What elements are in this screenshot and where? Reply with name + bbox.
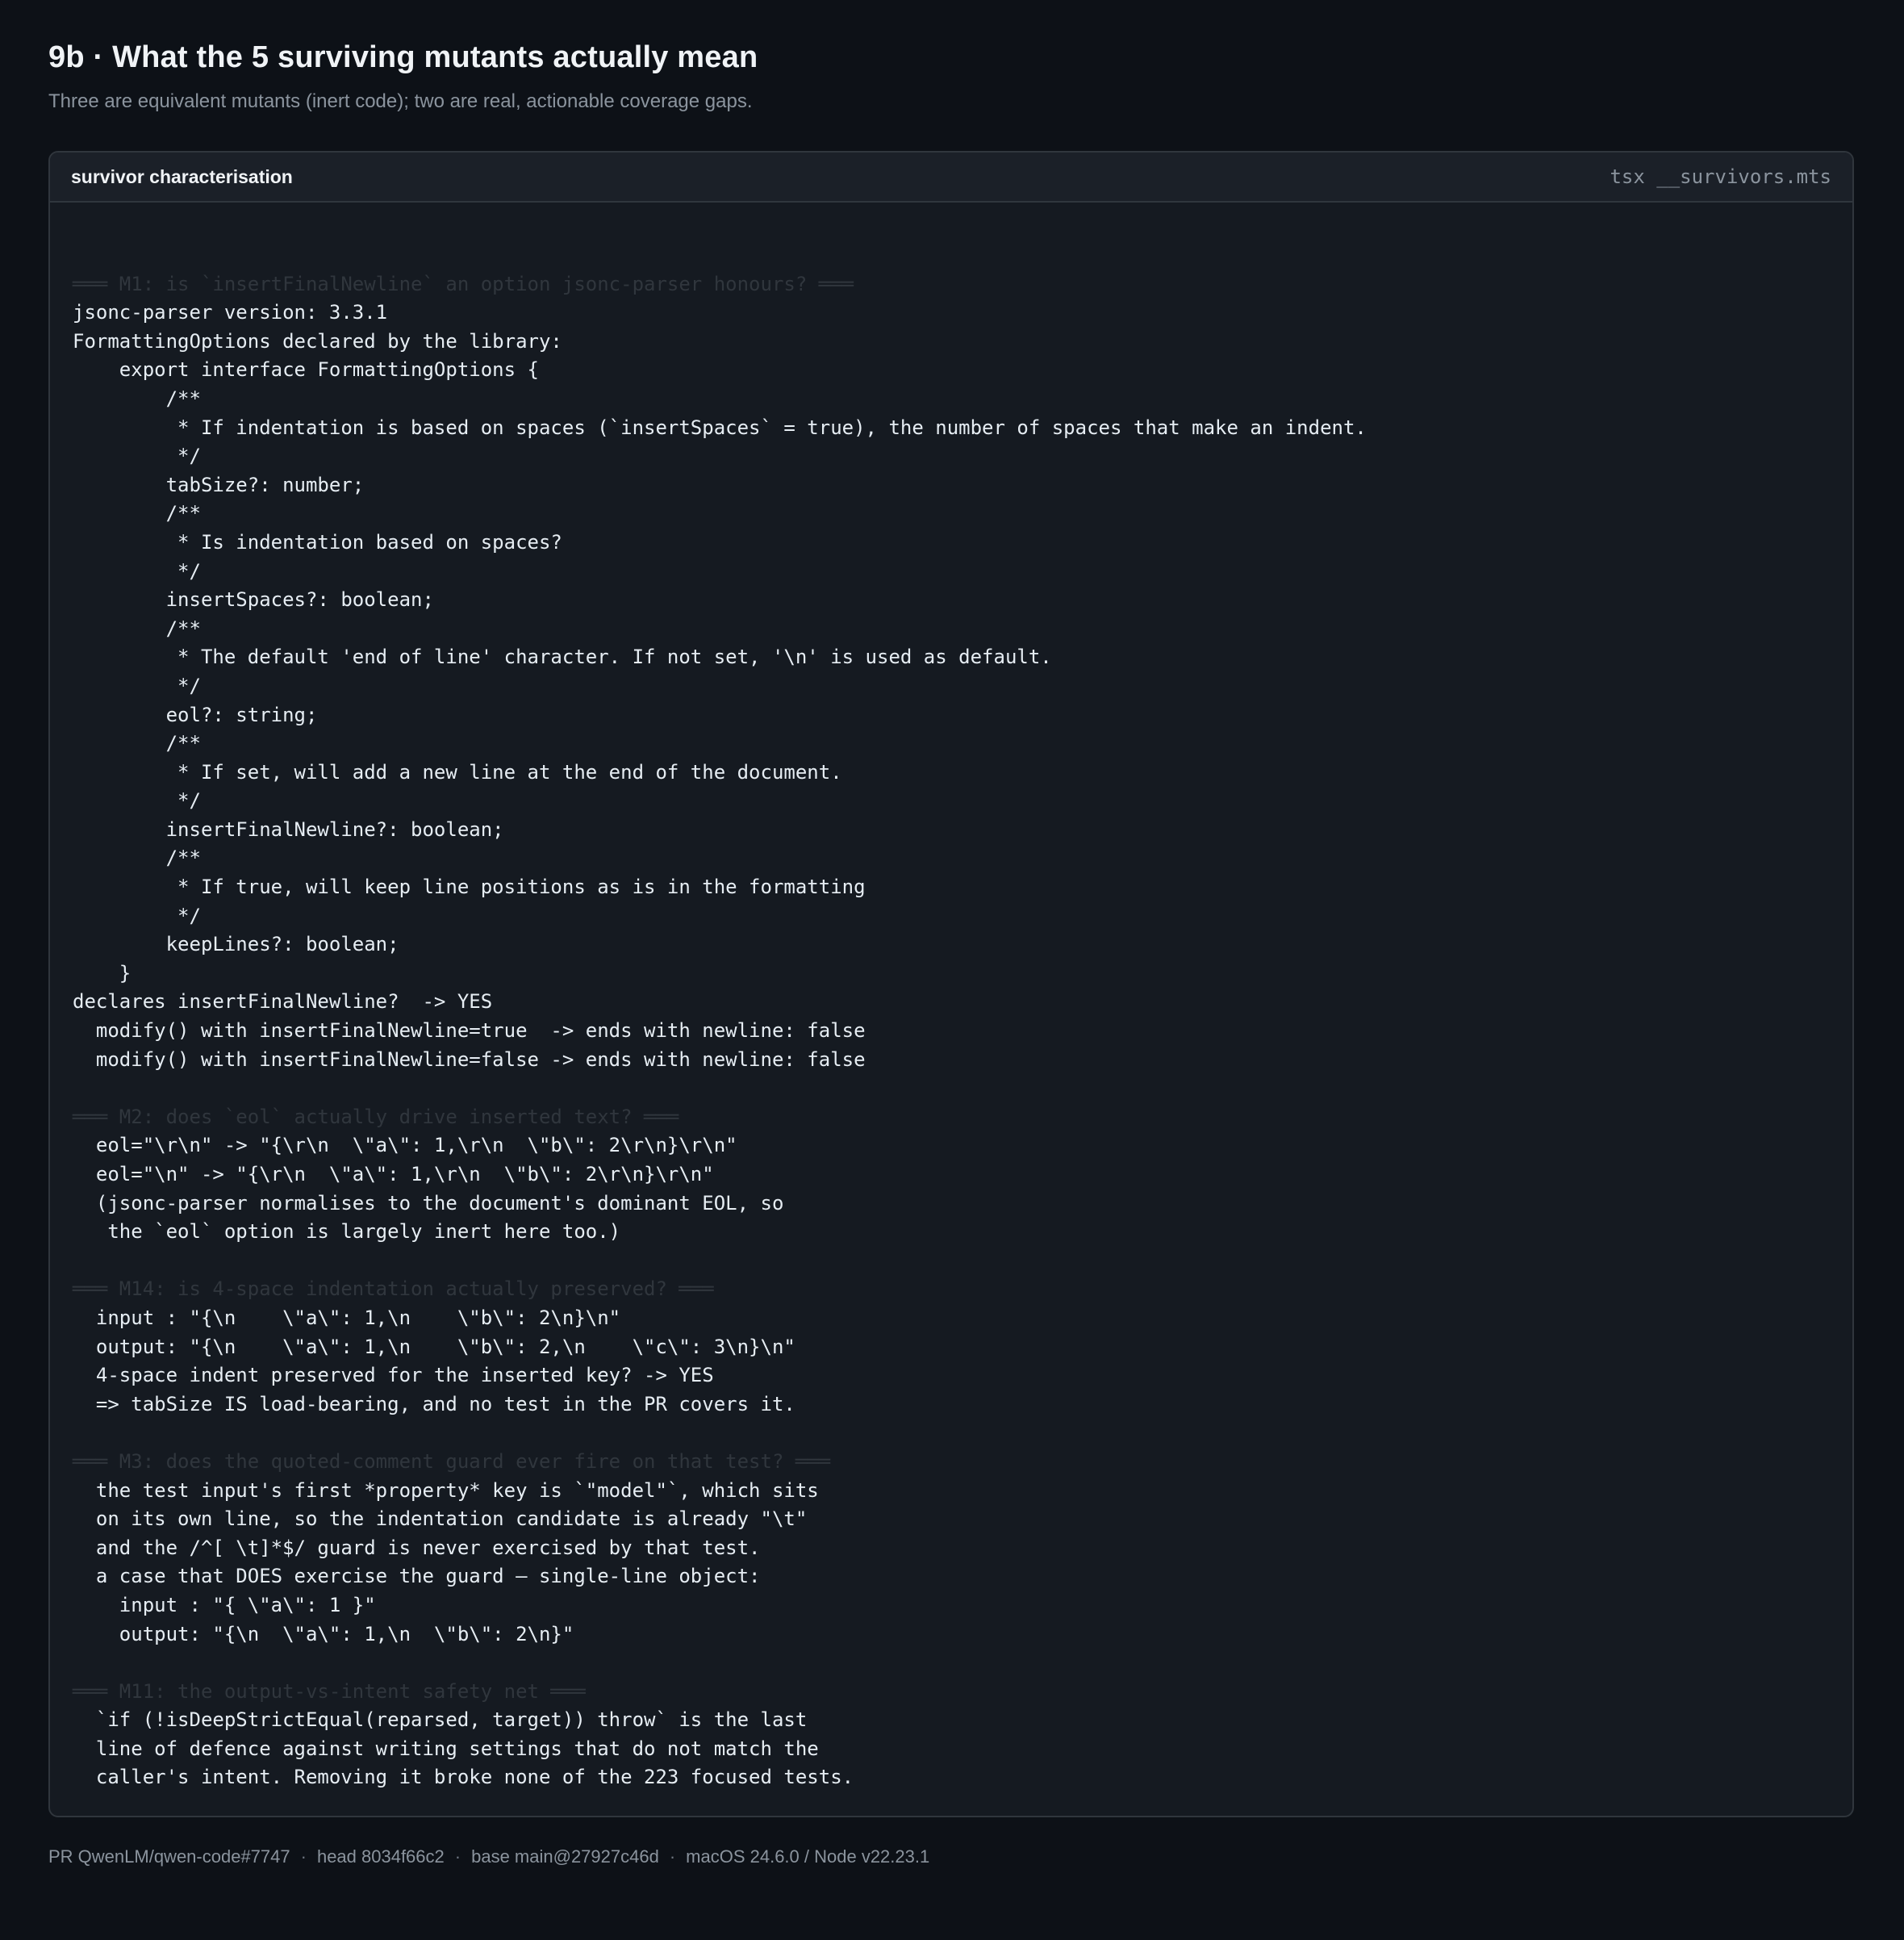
footer <box>48 1846 929 1867</box>
console-line: the `eol` option is largely inert here too.) <box>73 1220 621 1244</box>
footer-separator: · <box>300 1846 307 1867</box>
console-line: input : "{\n \"a\": 1,\n \"b\": 2\n}\n" <box>73 1306 621 1329</box>
console-line: on its own line, so the indentation candidate is already "\t" <box>73 1507 808 1531</box>
console-blank-line <box>73 241 1830 270</box>
console-line: jsonc-parser version: 3.3.1 <box>73 301 388 324</box>
console-line: input : "{ \"a\": 1 }" <box>73 1593 376 1616</box>
footer-item: PR QwenLM/qwen-code#7747 <box>48 1846 290 1867</box>
console-line: * Is indentation based on spaces? <box>73 530 562 554</box>
console-line: and the /^[ \t]*$/ guard is never exercised by that test. <box>73 1536 761 1559</box>
console-blank-line <box>73 1247 1830 1276</box>
console-line: * If indentation is based on spaces (`insertSpaces` = true), the number of spaces that make an indent. <box>73 416 1367 439</box>
survivor-panel <box>48 151 1854 1817</box>
console-line: output: "{\n \"a\": 1,\n \"b\": 2\n}" <box>73 1622 574 1645</box>
console-line: */ <box>73 559 201 583</box>
page-title: 9b · What the 5 surviving mutants actually mean <box>48 40 758 74</box>
console-line: eol="\r\n" -> "{\r\n \"a\": 1,\r\n \"b\": 2\r\n}\r\n" <box>73 1134 737 1157</box>
console-line: */ <box>73 445 201 468</box>
page-subtitle: Three are equivalent mutants (inert code); two are real, actionable coverage gaps. <box>48 90 753 112</box>
console-line: /** <box>73 617 201 640</box>
console-line: modify() with insertFinalNewline=true -> ends with newline: false <box>73 1019 866 1043</box>
console-line: } <box>73 961 132 985</box>
console-blank-line <box>73 1419 1830 1448</box>
footer-separator: · <box>669 1846 676 1867</box>
console-line: insertSpaces?: boolean; <box>73 588 434 612</box>
console-line: => tabSize IS load-bearing, and no test in the PR covers it. <box>73 1392 795 1415</box>
footer-separator: · <box>454 1846 461 1867</box>
console-line: output: "{\n \"a\": 1,\n \"b\": 2,\n \"c\": 3\n}\n" <box>73 1335 795 1358</box>
console-line: caller's intent. Removing it broke none of the 223 focused tests. <box>73 1766 854 1789</box>
console-line: /** <box>73 732 201 755</box>
console-line: * The default 'end of line' character. If not set, '\n' is used as default. <box>73 646 1052 669</box>
console-line: /** <box>73 387 201 410</box>
console-section-heading: ═══ M1: is `insertFinalNewline` an option jsonc-parser honours? ═══ <box>73 272 854 295</box>
console-line: the test input's first *property* key is `"model"`, which sits <box>73 1478 819 1502</box>
console-line: `if (!isDeepStrictEqual(reparsed, target)) throw` is the last <box>73 1708 808 1732</box>
console-line: tabSize?: number; <box>73 473 365 496</box>
console-line: /** <box>73 502 201 525</box>
console-line: eol?: string; <box>73 703 318 726</box>
console-line: 4-space indent preserved for the inserted key? -> YES <box>73 1364 714 1387</box>
console-line: modify() with insertFinalNewline=false -> ends with newline: false <box>73 1047 866 1071</box>
footer-item: base main@27927c46d <box>471 1846 659 1867</box>
console-line: */ <box>73 789 201 813</box>
console-line: * If true, will keep line positions as is in the formatting <box>73 876 866 899</box>
console-line: */ <box>73 674 201 697</box>
footer-item: head 8034f66c2 <box>316 1846 445 1867</box>
console-line: */ <box>73 904 201 927</box>
console-section-heading: ═══ M14: is 4-space indentation actually preserved? ═══ <box>73 1277 714 1301</box>
panel-title: survivor characterisation <box>71 165 293 187</box>
console-output <box>50 203 1852 1792</box>
console-line: export interface FormattingOptions { <box>73 358 539 382</box>
console-section-heading: ═══ M3: does the quoted-comment guard ever fire on that test? ═══ <box>73 1449 831 1473</box>
console-line: FormattingOptions declared by the library: <box>73 329 562 353</box>
console-blank-line <box>73 1074 1830 1103</box>
console-line: * If set, will add a new line at the end of the document. <box>73 760 842 784</box>
console-line: a case that DOES exercise the guard — single-line object: <box>73 1565 761 1588</box>
console-line: keepLines?: boolean; <box>73 933 399 956</box>
footer-item: macOS 24.6.0 / Node v22.23.1 <box>686 1846 930 1867</box>
console-line: (jsonc-parser normalises to the document's dominant EOL, so <box>73 1191 784 1215</box>
console-line: line of defence against writing settings that do not match the <box>73 1737 819 1760</box>
console-line: insertFinalNewline?: boolean; <box>73 817 504 841</box>
console-section-heading: ═══ M2: does `eol` actually drive inserted text? ═══ <box>73 1105 679 1128</box>
console-line: eol="\n" -> "{\r\n \"a\": 1,\r\n \"b\": 2\r\n}\r\n" <box>73 1163 714 1185</box>
console-line: declares insertFinalNewline? -> YES <box>73 990 493 1014</box>
panel-command: tsx __survivors.mts <box>1610 165 1831 188</box>
console-section-heading: ═══ M11: the output-vs-intent safety net ═══ <box>73 1679 586 1703</box>
console-blank-line <box>73 1649 1830 1678</box>
console-line: /** <box>73 847 201 870</box>
panel-header <box>50 153 1852 203</box>
